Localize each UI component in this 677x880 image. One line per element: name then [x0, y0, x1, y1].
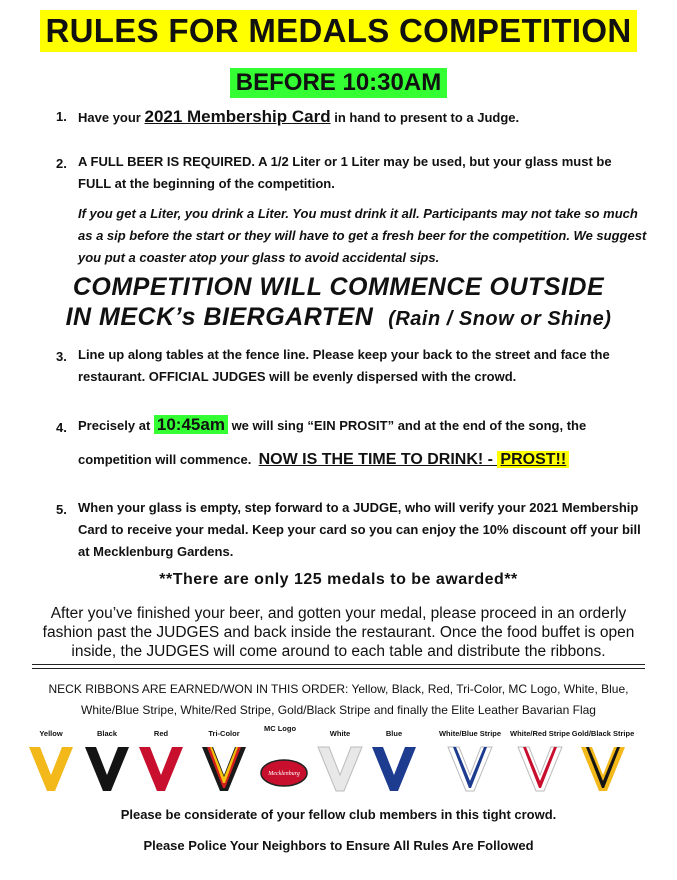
mc-logo-text: Mecklenburg: [268, 771, 300, 777]
ribbon-icon: [370, 745, 418, 793]
ribbon-label: Yellow: [39, 729, 63, 738]
ribbon-label: White/Red Stripe: [509, 729, 570, 738]
ribbon-label: MC Logo: [263, 724, 297, 733]
subtitle-text: BEFORE 10:30AM: [230, 68, 447, 98]
ribbon-shape: [372, 747, 416, 791]
ribbon-icon: [446, 745, 494, 793]
ribbon-label: Blue: [385, 729, 403, 738]
ribbon-label: Red: [153, 729, 169, 738]
rule-3-text: Line up along tables at the fence line. Please keep your back to the street and face the restaurant. OFFICIAL JUDGES will be evenly dispersed with the crowd.: [78, 347, 610, 384]
rule-2-text: A FULL BEER IS REQUIRED. A 1/2 Liter or 1 Liter may be used, but your glass must be FULL at the beginning of the competition.: [78, 154, 612, 191]
title-text: RULES FOR MEDALS COMPETITION: [40, 10, 638, 52]
divider-bottom: [32, 668, 645, 669]
rule-4-number: 4.: [56, 420, 67, 435]
rule-4-line-2: [78, 449, 658, 471]
ribbon-icon: [260, 745, 308, 793]
rule-2-number: 2.: [56, 156, 67, 171]
rule-4-post: we will sing “EIN PROSIT” and at the end of the song, the: [227, 418, 587, 433]
ribbon-icon: [83, 745, 131, 793]
rule-2-note: If you get a Liter, you drink a Liter. You must drink it all. Participants may not take so much as a sip before the start or they will have to get a fresh beer for the competition. We suggest you put a coaster atop your glass to avoid accidental sips.: [78, 206, 647, 265]
rule-4-pre: Precisely at: [78, 418, 154, 433]
footer-consideration: Please be considerate of your fellow club members in this tight crowd.: [120, 807, 557, 822]
rule-1-text: [78, 106, 658, 129]
page-title: [0, 10, 677, 52]
membership-card-text: 2021 Membership Card: [144, 107, 331, 126]
page-subtitle: [0, 68, 677, 98]
rule-5-number: 5.: [56, 502, 67, 517]
rule-1-number: 1.: [56, 109, 67, 124]
after-instructions: After you’ve finished your beer, and gotten your medal, please proceed in an orderly fashion past the JUDGES and back inside the restaurant. Once the food buffet is open inside, the JUDGES will come around to each table and distribute the ribbons.: [42, 605, 635, 660]
ribbon-icon: [137, 745, 185, 793]
ribbon-shape: [29, 747, 73, 791]
ribbon-label: Gold/Black Stripe: [571, 729, 635, 738]
ribbon-shape: [318, 747, 362, 791]
rule-4-line-1: [78, 414, 658, 437]
medal-count-notice: **There are only 125 medals to be awarded**: [159, 571, 518, 588]
banner-line-2: [0, 303, 677, 332]
ribbon-icon: [579, 745, 627, 793]
ribbon-label: Black: [96, 729, 117, 738]
ribbon-label: White: [329, 729, 351, 738]
ribbon-icon: [516, 745, 564, 793]
banner-line-1: COMPETITION WILL COMMENCE OUTSIDE: [72, 273, 605, 301]
footer-police: Please Police Your Neighbors to Ensure All Rules Are Followed: [143, 838, 534, 853]
ribbon-shape: [139, 747, 183, 791]
ribbon-shape: [85, 747, 129, 791]
ribbon-label: White/Blue Stripe: [438, 729, 502, 738]
ribbon-label: Tri-Color: [208, 729, 240, 738]
rule-4-commence: competition will commence.: [78, 452, 252, 467]
ribbon-icon: [27, 745, 75, 793]
ribbon-icon: [200, 745, 248, 793]
rule-1-pre: Have your: [78, 110, 145, 125]
start-time-highlight: 10:45am: [154, 415, 228, 434]
rule-1-post: in hand to present to a Judge.: [330, 110, 520, 125]
banner-weather: (Rain / Snow or Shine): [388, 308, 612, 330]
ribbon-icon: [316, 745, 364, 793]
banner-location: IN MECK’s BIERGARTEN: [65, 303, 374, 331]
divider-top: [32, 664, 645, 665]
rule-5-text: When your glass is empty, step forward to a JUDGE, who will verify your 2021 Membership Card to receive your medal. Keep your card so you can enjoy the 10% discount off your bill at Mecklenburg Gardens.: [78, 500, 641, 559]
rule-3-number: 3.: [56, 349, 67, 364]
drink-now-text: NOW IS THE TIME TO DRINK! -: [258, 451, 498, 468]
prost-highlight: PROST!!: [497, 451, 569, 468]
ribbon-order-text: NECK RIBBONS ARE EARNED/WON IN THIS ORDER: Yellow, Black, Red, Tri-Color, MC Logo, White, Blue, White/Blue Stripe, White/Red Stripe, Gold/Black Stripe and finally the Elite Leather Bavarian Flag: [48, 682, 629, 717]
